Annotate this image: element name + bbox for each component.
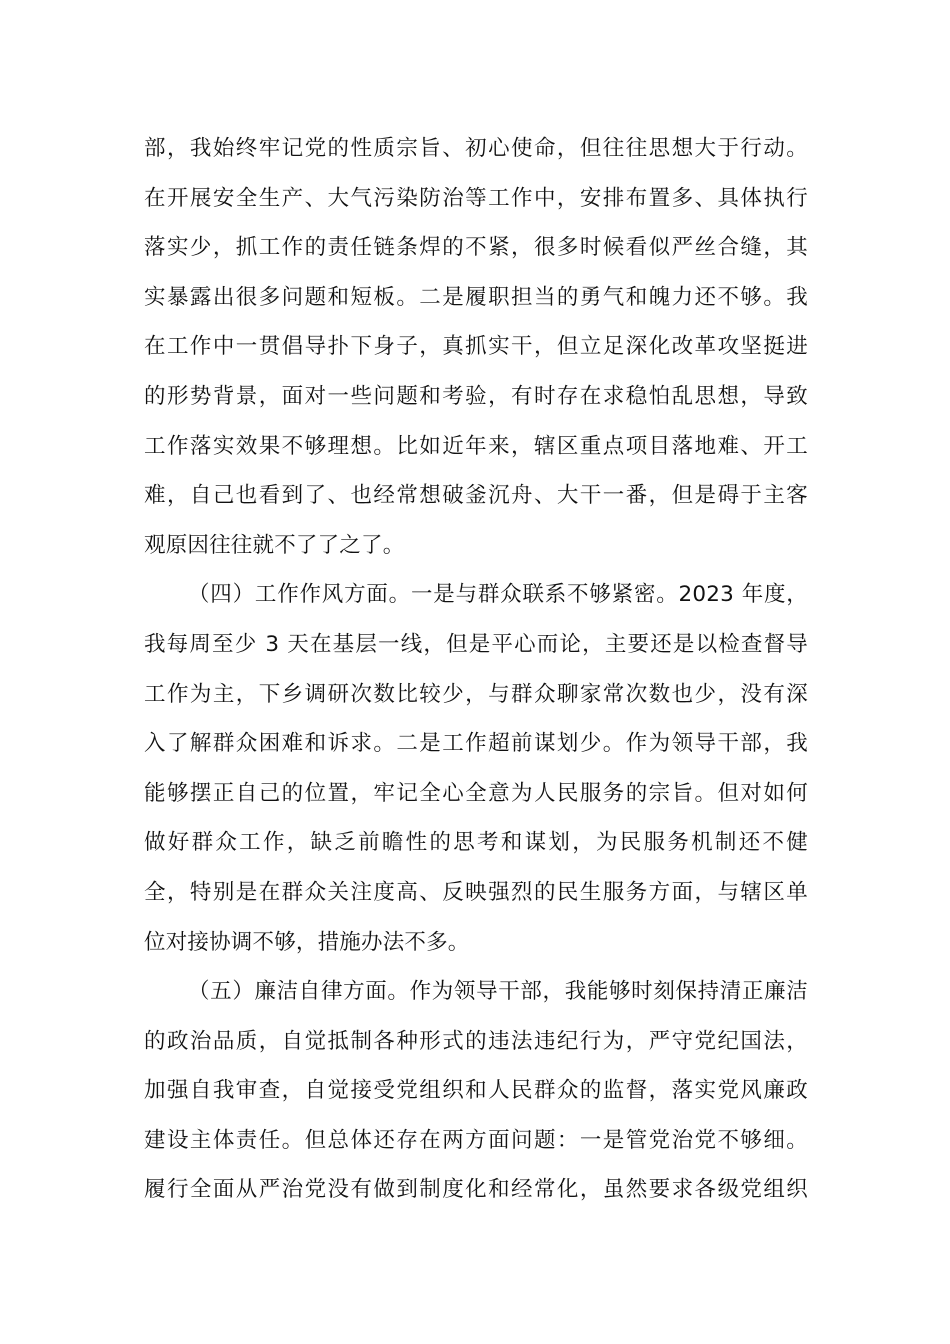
text-line: 在开展安全生产、大气污染防治等工作中，安排布置多、具体执行 [144,185,808,211]
text-line: 部，我始终牢记党的性质宗旨、初心使命，但往往思想大于行动。 [144,136,808,161]
text-line: 建设主体责任。但总体还存在两方面问题：一是管党治党不够细。 [144,1127,808,1153]
section-heading-line: （五）廉洁自律方面。作为领导干部，我能够时刻保持清正廉洁 [188,979,808,1005]
text-line: 在工作中一贯倡导扑下身子，真抓实干，但立足深化改革攻坚挺进 [144,334,808,360]
text-line: 入了解群众困难和诉求。二是工作超前谋划少。作为领导干部，我 [144,731,808,757]
text-line: 能够摆正自己的位置，牢记全心全意为人民服务的宗旨。但对如何 [144,780,808,806]
text-line: 难，自己也看到了、也经常想破釜沉舟、大干一番，但是碍于主客 [144,483,808,509]
document-body [144,124,808,1215]
text-line: 位对接协调不够，措施办法不多。 [144,929,470,955]
text-line: 的形势背景，面对一些问题和考验，有时存在求稳怕乱思想，导致 [144,383,808,409]
text-line: 的政治品质，自觉抵制各种形式的违法违纪行为，严守党纪国法， [144,1028,808,1054]
text-line: 全，特别是在群众关注度高、反映强烈的民生服务方面，与辖区单 [144,879,808,905]
text-line: 做好群众工作，缺乏前瞻性的思考和谋划，为民服务机制还不健 [144,830,808,856]
text-line: 履行全面从严治党没有做到制度化和经常化，虽然要求各级党组织 [144,1177,808,1203]
text-line: 落实少，抓工作的责任链条焊的不紧，很多时候看似严丝合缝，其 [144,235,808,261]
text-line: 工作为主，下乡调研次数比较少，与群众聊家常次数也少，没有深 [144,681,808,707]
text-line: 工作落实效果不够理想。比如近年来，辖区重点项目落地难、开工 [144,433,808,459]
text-line: 加强自我审查，自觉接受党组织和人民群众的监督，落实党风廉政 [144,1078,808,1104]
text-line: 观原因往往就不了了之了。 [144,532,405,558]
text-line: 实暴露出很多问题和短板。二是履职担当的勇气和魄力还不够。我 [144,284,808,310]
text-line: 我每周至少 3 天在基层一线，但是平心而论，主要还是以检查督导 [144,631,808,657]
section-heading-line: （四）工作作风方面。一是与群众联系不够紧密。2023 年度， [188,582,808,608]
